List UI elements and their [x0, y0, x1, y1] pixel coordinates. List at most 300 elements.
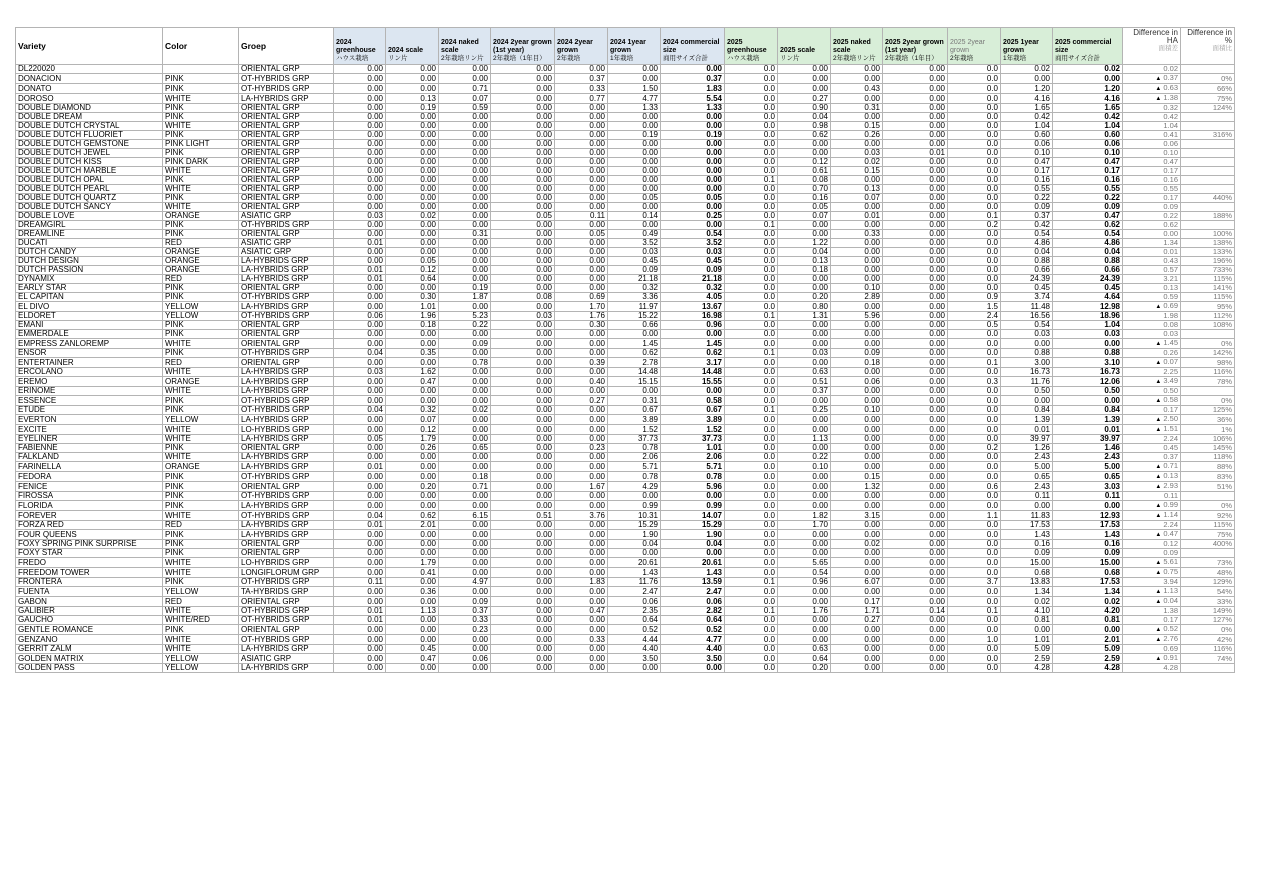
- cell-2024-greenhouse[interactable]: 0.01: [334, 275, 386, 284]
- cell-difference-pct[interactable]: [1181, 185, 1235, 194]
- cell-2025-scale[interactable]: 0.00: [778, 597, 831, 607]
- cell-color[interactable]: PINK: [163, 113, 239, 122]
- cell-difference-pct[interactable]: 116%: [1181, 645, 1235, 654]
- cell-2024-2year[interactable]: 1.67: [555, 482, 608, 492]
- cell-2024-greenhouse[interactable]: 0.04: [334, 406, 386, 415]
- cell-2024-commercial[interactable]: 0.00: [661, 185, 725, 194]
- cell-2025-2year[interactable]: 0.1: [948, 358, 1001, 368]
- cell-2024-commercial[interactable]: 0.99: [661, 501, 725, 511]
- cell-2024-commercial[interactable]: 0.00: [661, 158, 725, 167]
- cell-2025-commercial[interactable]: 0.09: [1053, 549, 1123, 558]
- cell-2025-2year-first[interactable]: 0.00: [883, 540, 948, 549]
- cell-2024-naked-scale[interactable]: 0.00: [439, 122, 491, 131]
- cell-2025-greenhouse[interactable]: 0.0: [725, 158, 778, 167]
- cell-2025-greenhouse[interactable]: 0.1: [725, 312, 778, 321]
- cell-2024-commercial[interactable]: 16.98: [661, 312, 725, 321]
- cell-2024-scale[interactable]: 0.00: [386, 167, 439, 176]
- cell-2024-commercial[interactable]: 13.59: [661, 578, 725, 587]
- cell-2024-commercial[interactable]: 0.03: [661, 248, 725, 257]
- cell-2025-greenhouse[interactable]: 0.0: [725, 453, 778, 462]
- cell-2025-greenhouse[interactable]: 0.0: [725, 167, 778, 176]
- cell-difference-pct[interactable]: [1181, 113, 1235, 122]
- cell-2024-scale[interactable]: 1.79: [386, 558, 439, 568]
- cell-groep[interactable]: LONGIFLORUM GRP: [239, 568, 334, 578]
- cell-variety[interactable]: EMANI: [16, 321, 163, 330]
- cell-2025-greenhouse[interactable]: 0.0: [725, 435, 778, 444]
- cell-2024-2year-first[interactable]: 0.00: [491, 104, 555, 113]
- cell-2025-2year-first[interactable]: 0.14: [883, 607, 948, 616]
- cell-2025-naked-scale[interactable]: 0.31: [831, 104, 883, 113]
- cell-color[interactable]: WHITE/RED: [163, 616, 239, 625]
- cell-variety[interactable]: FORZA RED: [16, 521, 163, 530]
- cell-2024-naked-scale[interactable]: 0.00: [439, 149, 491, 158]
- cell-groep[interactable]: LA-HYBRIDS GRP: [239, 377, 334, 387]
- cell-2025-greenhouse[interactable]: 0.0: [725, 654, 778, 664]
- cell-2025-greenhouse[interactable]: 0.0: [725, 321, 778, 330]
- cell-2025-2year-first[interactable]: 0.00: [883, 203, 948, 212]
- cell-2024-2year-first[interactable]: 0.00: [491, 472, 555, 482]
- cell-difference-pct[interactable]: 400%: [1181, 540, 1235, 549]
- cell-difference-ha[interactable]: 3.21: [1123, 275, 1181, 284]
- cell-2024-2year-first[interactable]: 0.00: [491, 654, 555, 664]
- cell-2025-commercial[interactable]: 0.16: [1053, 540, 1123, 549]
- cell-2025-scale[interactable]: 0.98: [778, 122, 831, 131]
- cell-difference-pct[interactable]: 115%: [1181, 293, 1235, 302]
- cell-2025-naked-scale[interactable]: 0.00: [831, 94, 883, 104]
- cell-2024-naked-scale[interactable]: 0.00: [439, 415, 491, 425]
- cell-2025-greenhouse[interactable]: 0.0: [725, 482, 778, 492]
- cell-2025-2year-first[interactable]: 0.00: [883, 625, 948, 635]
- cell-2025-commercial[interactable]: 1.04: [1053, 122, 1123, 131]
- cell-2024-2year[interactable]: 0.00: [555, 339, 608, 349]
- cell-2025-2year-first[interactable]: 0.00: [883, 284, 948, 293]
- cell-2024-greenhouse[interactable]: 0.00: [334, 140, 386, 149]
- cell-2024-scale[interactable]: 0.00: [386, 492, 439, 501]
- cell-2025-naked-scale[interactable]: 0.43: [831, 84, 883, 94]
- cell-2025-2year[interactable]: 0.0: [948, 74, 1001, 84]
- cell-variety[interactable]: DOUBLE DUTCH OPAL: [16, 176, 163, 185]
- cell-color[interactable]: WHITE: [163, 645, 239, 654]
- cell-groep[interactable]: LA-HYBRIDS GRP: [239, 368, 334, 377]
- cell-2025-2year-first[interactable]: 0.00: [883, 248, 948, 257]
- cell-2025-naked-scale[interactable]: 0.15: [831, 472, 883, 482]
- cell-color[interactable]: PINK: [163, 74, 239, 84]
- cell-2025-greenhouse[interactable]: 0.0: [725, 415, 778, 425]
- cell-2025-2year-first[interactable]: 0.00: [883, 230, 948, 239]
- cell-2025-commercial[interactable]: 0.22: [1053, 194, 1123, 203]
- cell-difference-pct[interactable]: 48%: [1181, 568, 1235, 578]
- cell-2025-commercial[interactable]: 4.64: [1053, 293, 1123, 302]
- cell-2025-1year[interactable]: 0.16: [1001, 176, 1053, 185]
- cell-2024-naked-scale[interactable]: 0.00: [439, 194, 491, 203]
- cell-2024-2year[interactable]: 0.00: [555, 654, 608, 664]
- cell-2025-1year[interactable]: 1.20: [1001, 84, 1053, 94]
- cell-2024-naked-scale[interactable]: 0.00: [439, 349, 491, 358]
- cell-2025-commercial[interactable]: 0.42: [1053, 113, 1123, 122]
- cell-2025-1year[interactable]: 4.28: [1001, 664, 1053, 673]
- cell-groep[interactable]: ORIENTAL GRP: [239, 339, 334, 349]
- cell-2025-2year-first[interactable]: 0.00: [883, 664, 948, 673]
- cell-2024-naked-scale[interactable]: 0.65: [439, 444, 491, 453]
- cell-2024-greenhouse[interactable]: 0.00: [334, 94, 386, 104]
- cell-2024-1year[interactable]: 0.00: [608, 74, 661, 84]
- cell-2025-greenhouse[interactable]: 0.1: [725, 176, 778, 185]
- cell-2025-naked-scale[interactable]: 0.00: [831, 203, 883, 212]
- cell-2025-greenhouse[interactable]: 0.0: [725, 203, 778, 212]
- cell-variety[interactable]: FRONTERA: [16, 578, 163, 587]
- cell-2024-naked-scale[interactable]: 0.00: [439, 635, 491, 645]
- header-2025-naked-scale[interactable]: [831, 28, 883, 65]
- cell-2024-naked-scale[interactable]: 0.00: [439, 453, 491, 462]
- cell-2025-2year[interactable]: 0.0: [948, 140, 1001, 149]
- cell-color[interactable]: PINK: [163, 176, 239, 185]
- cell-difference-ha[interactable]: 0.12: [1123, 540, 1181, 549]
- cell-2025-2year-first[interactable]: 0.00: [883, 511, 948, 521]
- cell-groep[interactable]: LA-HYBRIDS GRP: [239, 415, 334, 425]
- cell-2024-2year[interactable]: 0.00: [555, 104, 608, 113]
- cell-2025-2year[interactable]: 0.0: [948, 616, 1001, 625]
- cell-groep[interactable]: ORIENTAL GRP: [239, 358, 334, 368]
- cell-2024-2year-first[interactable]: 0.00: [491, 549, 555, 558]
- cell-2025-1year[interactable]: 0.65: [1001, 472, 1053, 482]
- cell-2024-2year[interactable]: 0.00: [555, 284, 608, 293]
- cell-2024-commercial[interactable]: 0.00: [661, 221, 725, 230]
- cell-2025-1year[interactable]: 0.84: [1001, 406, 1053, 415]
- cell-2024-commercial[interactable]: 0.19: [661, 131, 725, 140]
- cell-2024-greenhouse[interactable]: 0.00: [334, 425, 386, 435]
- cell-2024-1year[interactable]: 0.14: [608, 212, 661, 221]
- cell-2025-2year-first[interactable]: 0.00: [883, 74, 948, 84]
- cell-2025-1year[interactable]: 0.45: [1001, 284, 1053, 293]
- cell-2024-2year[interactable]: 0.37: [555, 74, 608, 84]
- cell-variety[interactable]: DUTCH DESIGN: [16, 257, 163, 266]
- cell-2025-1year[interactable]: 0.00: [1001, 625, 1053, 635]
- cell-difference-pct[interactable]: 0%: [1181, 625, 1235, 635]
- cell-2024-2year[interactable]: 0.39: [555, 358, 608, 368]
- cell-difference-ha[interactable]: 0.43: [1123, 257, 1181, 266]
- cell-2025-2year[interactable]: 0.0: [948, 248, 1001, 257]
- cell-2025-naked-scale[interactable]: 0.00: [831, 339, 883, 349]
- cell-variety[interactable]: FIROSSA: [16, 492, 163, 501]
- cell-2024-2year-first[interactable]: 0.08: [491, 293, 555, 302]
- cell-2024-commercial[interactable]: 0.04: [661, 540, 725, 549]
- cell-2025-commercial[interactable]: 0.66: [1053, 266, 1123, 275]
- cell-2025-commercial[interactable]: 0.00: [1053, 339, 1123, 349]
- cell-2025-scale[interactable]: 0.00: [778, 339, 831, 349]
- cell-variety[interactable]: DOUBLE DUTCH KISS: [16, 158, 163, 167]
- cell-2024-2year-first[interactable]: 0.00: [491, 122, 555, 131]
- cell-2025-greenhouse[interactable]: 0.0: [725, 358, 778, 368]
- cell-2025-2year[interactable]: 0.0: [948, 266, 1001, 275]
- cell-2024-scale[interactable]: 0.00: [386, 284, 439, 293]
- cell-2024-1year[interactable]: 0.00: [608, 664, 661, 673]
- cell-2024-greenhouse[interactable]: 0.00: [334, 185, 386, 194]
- cell-variety[interactable]: DONATO: [16, 84, 163, 94]
- cell-2025-1year[interactable]: 0.42: [1001, 221, 1053, 230]
- cell-2025-naked-scale[interactable]: 0.00: [831, 435, 883, 444]
- cell-2024-2year-first[interactable]: 0.05: [491, 212, 555, 221]
- cell-2024-scale[interactable]: 0.00: [386, 113, 439, 122]
- cell-2024-1year[interactable]: 2.47: [608, 587, 661, 597]
- cell-2025-2year-first[interactable]: 0.00: [883, 65, 948, 74]
- cell-2025-scale[interactable]: 0.00: [778, 284, 831, 293]
- cell-groep[interactable]: LA-HYBRIDS GRP: [239, 266, 334, 275]
- cell-2024-2year-first[interactable]: 0.00: [491, 578, 555, 587]
- cell-2024-2year-first[interactable]: 0.00: [491, 302, 555, 312]
- cell-2025-naked-scale[interactable]: 0.06: [831, 377, 883, 387]
- cell-2025-1year[interactable]: 0.00: [1001, 339, 1053, 349]
- cell-2024-naked-scale[interactable]: 0.33: [439, 616, 491, 625]
- cell-2024-scale[interactable]: 0.02: [386, 212, 439, 221]
- cell-2025-2year[interactable]: 0.0: [948, 257, 1001, 266]
- cell-variety[interactable]: DOUBLE DUTCH FLUORIET: [16, 131, 163, 140]
- cell-2024-scale[interactable]: 0.00: [386, 549, 439, 558]
- cell-groep[interactable]: ORIENTAL GRP: [239, 185, 334, 194]
- cell-2024-2year[interactable]: 0.00: [555, 65, 608, 74]
- cell-2025-scale[interactable]: 0.63: [778, 645, 831, 654]
- cell-groep[interactable]: OT-HYBRIDS GRP: [239, 578, 334, 587]
- cell-2024-greenhouse[interactable]: 0.03: [334, 212, 386, 221]
- cell-2024-2year[interactable]: 0.30: [555, 321, 608, 330]
- cell-groep[interactable]: ORIENTAL GRP: [239, 321, 334, 330]
- cell-2024-greenhouse[interactable]: 0.06: [334, 312, 386, 321]
- cell-2025-2year[interactable]: 0.0: [948, 501, 1001, 511]
- cell-2024-greenhouse[interactable]: 0.00: [334, 65, 386, 74]
- cell-2024-1year[interactable]: 0.00: [608, 65, 661, 74]
- cell-groep[interactable]: ORIENTAL GRP: [239, 122, 334, 131]
- cell-difference-pct[interactable]: 116%: [1181, 368, 1235, 377]
- cell-variety[interactable]: DL220020: [16, 65, 163, 74]
- cell-2025-2year-first[interactable]: 0.00: [883, 387, 948, 396]
- cell-groep[interactable]: LA-HYBRIDS GRP: [239, 435, 334, 444]
- cell-2025-2year-first[interactable]: 0.00: [883, 368, 948, 377]
- cell-2025-2year-first[interactable]: 0.00: [883, 167, 948, 176]
- cell-2024-naked-scale[interactable]: 0.00: [439, 530, 491, 540]
- cell-2025-scale[interactable]: 0.00: [778, 74, 831, 84]
- cell-2024-scale[interactable]: 0.00: [386, 339, 439, 349]
- cell-2025-scale[interactable]: 0.00: [778, 425, 831, 435]
- cell-2024-2year[interactable]: 0.27: [555, 396, 608, 406]
- cell-difference-pct[interactable]: 108%: [1181, 321, 1235, 330]
- cell-2025-1year[interactable]: 1.65: [1001, 104, 1053, 113]
- cell-2025-commercial[interactable]: 0.02: [1053, 65, 1123, 74]
- cell-color[interactable]: WHITE: [163, 203, 239, 212]
- cell-variety[interactable]: ERINOME: [16, 387, 163, 396]
- cell-2025-1year[interactable]: 0.22: [1001, 194, 1053, 203]
- header-groep[interactable]: Groep: [239, 28, 334, 65]
- header-2025-2year-first[interactable]: [883, 28, 948, 65]
- cell-2024-2year-first[interactable]: 0.00: [491, 321, 555, 330]
- cell-2024-2year-first[interactable]: 0.00: [491, 597, 555, 607]
- cell-2024-naked-scale[interactable]: 0.00: [439, 65, 491, 74]
- cell-groep[interactable]: ORIENTAL GRP: [239, 330, 334, 339]
- cell-2024-2year-first[interactable]: 0.00: [491, 501, 555, 511]
- cell-difference-pct[interactable]: [1181, 176, 1235, 185]
- cell-2025-naked-scale[interactable]: 0.00: [831, 645, 883, 654]
- cell-2025-1year[interactable]: 0.47: [1001, 158, 1053, 167]
- cell-2024-greenhouse[interactable]: 0.00: [334, 597, 386, 607]
- cell-2025-scale[interactable]: 0.05: [778, 203, 831, 212]
- cell-groep[interactable]: LA-HYBRIDS GRP: [239, 530, 334, 540]
- cell-2025-1year[interactable]: 5.00: [1001, 462, 1053, 472]
- cell-2024-scale[interactable]: 0.13: [386, 94, 439, 104]
- cell-color[interactable]: RED: [163, 521, 239, 530]
- cell-2024-commercial[interactable]: 0.00: [661, 549, 725, 558]
- cell-2025-2year-first[interactable]: 0.00: [883, 645, 948, 654]
- cell-2024-greenhouse[interactable]: 0.00: [334, 549, 386, 558]
- cell-2025-2year[interactable]: 0.0: [948, 530, 1001, 540]
- cell-2024-greenhouse[interactable]: 0.00: [334, 387, 386, 396]
- cell-groep[interactable]: ORIENTAL GRP: [239, 625, 334, 635]
- cell-difference-pct[interactable]: 92%: [1181, 511, 1235, 521]
- cell-2024-naked-scale[interactable]: 0.00: [439, 158, 491, 167]
- cell-difference-ha[interactable]: ▲ 1.38: [1123, 94, 1181, 104]
- cell-2024-naked-scale[interactable]: 0.00: [439, 248, 491, 257]
- cell-2024-scale[interactable]: 0.00: [386, 230, 439, 239]
- cell-2025-2year-first[interactable]: 0.00: [883, 521, 948, 530]
- cell-color[interactable]: WHITE: [163, 435, 239, 444]
- cell-2025-naked-scale[interactable]: 0.00: [831, 65, 883, 74]
- cell-2025-greenhouse[interactable]: 0.0: [725, 558, 778, 568]
- cell-2025-greenhouse[interactable]: 0.0: [725, 597, 778, 607]
- cell-2025-naked-scale[interactable]: 6.07: [831, 578, 883, 587]
- cell-2025-naked-scale[interactable]: 3.15: [831, 511, 883, 521]
- cell-2024-1year[interactable]: 0.00: [608, 185, 661, 194]
- cell-2025-2year-first[interactable]: 0.00: [883, 212, 948, 221]
- cell-2024-1year[interactable]: 15.22: [608, 312, 661, 321]
- cell-2024-2year-first[interactable]: 0.00: [491, 84, 555, 94]
- cell-2024-2year[interactable]: 0.00: [555, 521, 608, 530]
- cell-2024-1year[interactable]: 15.15: [608, 377, 661, 387]
- cell-2025-2year-first[interactable]: 0.00: [883, 221, 948, 230]
- cell-2024-greenhouse[interactable]: 0.00: [334, 230, 386, 239]
- cell-2025-greenhouse[interactable]: 0.0: [725, 472, 778, 482]
- cell-2024-naked-scale[interactable]: 0.00: [439, 330, 491, 339]
- cell-color[interactable]: RED: [163, 358, 239, 368]
- cell-2025-commercial[interactable]: 0.88: [1053, 349, 1123, 358]
- cell-variety[interactable]: FEDORA: [16, 472, 163, 482]
- cell-groep[interactable]: OT-HYBRIDS GRP: [239, 293, 334, 302]
- cell-2025-commercial[interactable]: 4.20: [1053, 607, 1123, 616]
- cell-2024-2year[interactable]: 0.00: [555, 540, 608, 549]
- cell-2024-greenhouse[interactable]: 0.00: [334, 194, 386, 203]
- cell-difference-ha[interactable]: 0.37: [1123, 453, 1181, 462]
- cell-2024-commercial[interactable]: 0.00: [661, 65, 725, 74]
- cell-groep[interactable]: ORIENTAL GRP: [239, 284, 334, 293]
- header-2024-2year[interactable]: [555, 28, 608, 65]
- cell-2024-2year-first[interactable]: 0.00: [491, 415, 555, 425]
- cell-2024-2year-first[interactable]: 0.00: [491, 645, 555, 654]
- cell-difference-pct[interactable]: 142%: [1181, 349, 1235, 358]
- cell-2025-scale[interactable]: 0.13: [778, 257, 831, 266]
- cell-2025-scale[interactable]: 0.03: [778, 349, 831, 358]
- cell-2025-2year-first[interactable]: 0.00: [883, 492, 948, 501]
- cell-2024-scale[interactable]: 0.05: [386, 257, 439, 266]
- cell-2024-greenhouse[interactable]: 0.01: [334, 266, 386, 275]
- cell-2024-1year[interactable]: 0.00: [608, 330, 661, 339]
- cell-2024-2year[interactable]: 0.00: [555, 122, 608, 131]
- cell-groep[interactable]: ORIENTAL GRP: [239, 113, 334, 122]
- cell-difference-pct[interactable]: 75%: [1181, 530, 1235, 540]
- cell-2025-commercial[interactable]: 0.06: [1053, 140, 1123, 149]
- cell-color[interactable]: WHITE: [163, 94, 239, 104]
- cell-2025-naked-scale[interactable]: 0.00: [831, 587, 883, 597]
- cell-2025-2year-first[interactable]: 0.00: [883, 472, 948, 482]
- cell-2025-greenhouse[interactable]: 0.0: [725, 625, 778, 635]
- cell-2024-naked-scale[interactable]: 0.07: [439, 94, 491, 104]
- cell-variety[interactable]: EMMERDALE: [16, 330, 163, 339]
- cell-2024-2year[interactable]: 0.00: [555, 149, 608, 158]
- cell-variety[interactable]: ERCOLANO: [16, 368, 163, 377]
- cell-2024-1year[interactable]: 0.00: [608, 140, 661, 149]
- cell-2025-commercial[interactable]: 0.09: [1053, 203, 1123, 212]
- cell-2025-commercial[interactable]: 0.00: [1053, 396, 1123, 406]
- cell-color[interactable]: WHITE: [163, 558, 239, 568]
- cell-2025-1year[interactable]: 2.43: [1001, 482, 1053, 492]
- cell-variety[interactable]: FLORIDA: [16, 501, 163, 511]
- cell-2025-2year-first[interactable]: 0.00: [883, 349, 948, 358]
- cell-2025-1year[interactable]: 2.43: [1001, 453, 1053, 462]
- cell-variety[interactable]: FOUR QUEENS: [16, 530, 163, 540]
- cell-2024-greenhouse[interactable]: 0.00: [334, 158, 386, 167]
- cell-color[interactable]: WHITE: [163, 368, 239, 377]
- cell-2025-2year[interactable]: 0.0: [948, 167, 1001, 176]
- cell-2024-2year[interactable]: 0.00: [555, 597, 608, 607]
- cell-groep[interactable]: ASIATIC GRP: [239, 248, 334, 257]
- cell-2024-1year[interactable]: 0.00: [608, 492, 661, 501]
- cell-2025-scale[interactable]: 0.00: [778, 587, 831, 597]
- cell-2024-naked-scale[interactable]: 0.00: [439, 387, 491, 396]
- cell-difference-pct[interactable]: [1181, 203, 1235, 212]
- cell-color[interactable]: PINK: [163, 625, 239, 635]
- cell-2025-2year[interactable]: 0.0: [948, 65, 1001, 74]
- header-difference-ha[interactable]: [1123, 28, 1181, 65]
- cell-difference-pct[interactable]: 118%: [1181, 453, 1235, 462]
- cell-2024-naked-scale[interactable]: 0.00: [439, 266, 491, 275]
- cell-2025-scale[interactable]: 0.08: [778, 176, 831, 185]
- cell-2024-greenhouse[interactable]: 0.00: [334, 131, 386, 140]
- cell-difference-pct[interactable]: 145%: [1181, 444, 1235, 453]
- cell-2025-scale[interactable]: 0.00: [778, 540, 831, 549]
- cell-difference-ha[interactable]: 0.22: [1123, 212, 1181, 221]
- cell-2025-1year[interactable]: 0.03: [1001, 330, 1053, 339]
- cell-2025-2year-first[interactable]: 0.00: [883, 302, 948, 312]
- cell-2025-2year[interactable]: 0.0: [948, 349, 1001, 358]
- cell-2024-scale[interactable]: 0.00: [386, 472, 439, 482]
- cell-2024-commercial[interactable]: 0.00: [661, 167, 725, 176]
- cell-2024-1year[interactable]: 5.71: [608, 462, 661, 472]
- cell-2025-2year[interactable]: 0.0: [948, 84, 1001, 94]
- cell-2025-1year[interactable]: 16.56: [1001, 312, 1053, 321]
- cell-color[interactable]: ORANGE: [163, 257, 239, 266]
- cell-groep[interactable]: OT-HYBRIDS GRP: [239, 492, 334, 501]
- cell-2024-naked-scale[interactable]: 0.00: [439, 664, 491, 673]
- cell-2024-2year[interactable]: 0.00: [555, 221, 608, 230]
- cell-2025-naked-scale[interactable]: 1.32: [831, 482, 883, 492]
- cell-2025-1year[interactable]: 0.88: [1001, 349, 1053, 358]
- cell-2024-2year[interactable]: 0.00: [555, 131, 608, 140]
- cell-2024-naked-scale[interactable]: 0.00: [439, 167, 491, 176]
- cell-2024-naked-scale[interactable]: 0.00: [439, 212, 491, 221]
- cell-difference-pct[interactable]: [1181, 167, 1235, 176]
- cell-groep[interactable]: ASIATIC GRP: [239, 654, 334, 664]
- cell-2024-2year[interactable]: 0.00: [555, 616, 608, 625]
- cell-2025-naked-scale[interactable]: 5.96: [831, 312, 883, 321]
- cell-2024-scale[interactable]: 0.32: [386, 406, 439, 415]
- cell-2024-2year[interactable]: 0.00: [555, 176, 608, 185]
- cell-2025-2year-first[interactable]: 0.00: [883, 558, 948, 568]
- cell-difference-pct[interactable]: [1181, 65, 1235, 74]
